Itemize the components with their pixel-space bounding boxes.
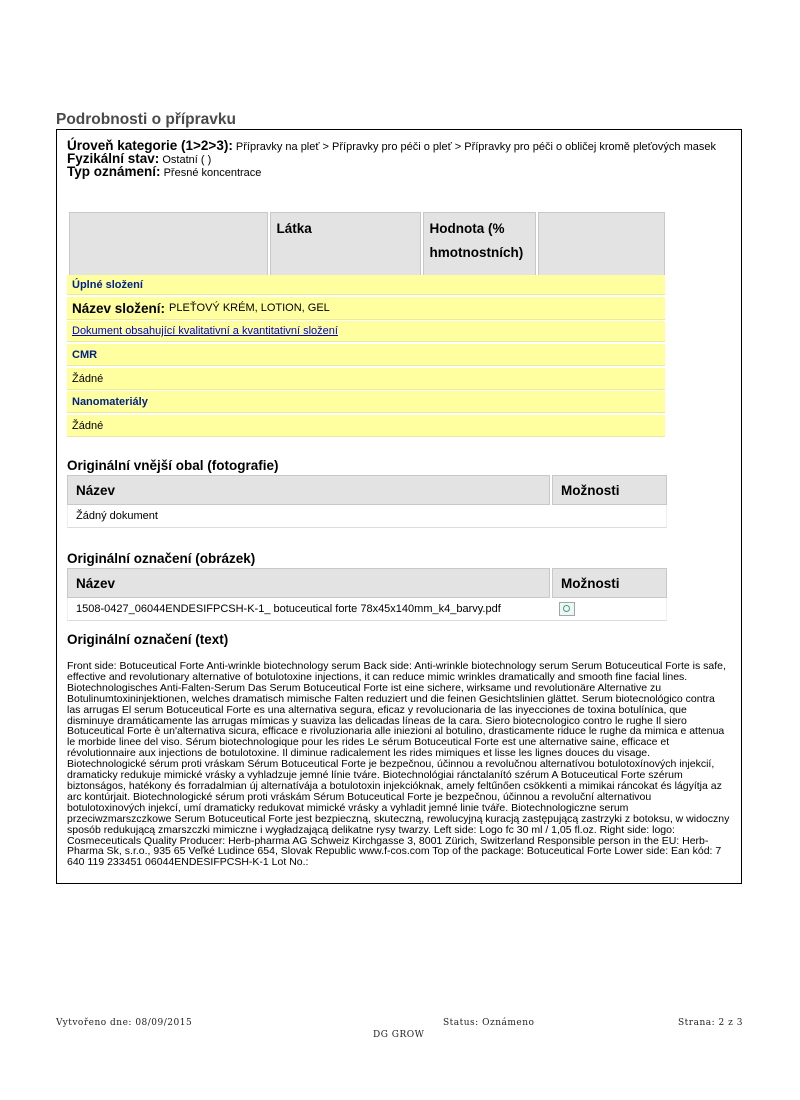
value-header-line1: Hodnota (% xyxy=(429,221,505,236)
footer-org: DG GROW xyxy=(373,1030,425,1040)
notification-type-label: Typ oznámení: xyxy=(67,164,161,179)
category-value: Přípravky na pleť > Přípravky pro péči o pleť > Přípravky pro péči o obličej kromě pleťových masek xyxy=(235,141,716,153)
nanomaterials-value: Žádné xyxy=(67,415,665,437)
labeling-col-options: Možnosti xyxy=(552,568,667,598)
cmr-header: CMR xyxy=(67,344,665,366)
substance-col-blank xyxy=(69,212,268,276)
packaging-col-name: Název xyxy=(67,475,550,505)
labeling-view-cell xyxy=(551,598,666,620)
nanomaterials-header: Nanomateriály xyxy=(67,391,665,413)
composition-name-label: Název složení: xyxy=(72,300,166,316)
table-row xyxy=(67,505,667,528)
footer-created: Vytvořeno dne: 08/09/2015 xyxy=(56,1018,193,1028)
footer-status: Status: Oznámeno xyxy=(443,1018,535,1028)
physical-state-line xyxy=(67,153,727,166)
category-line xyxy=(67,140,727,153)
product-details-panel xyxy=(56,129,742,884)
substance-col-value xyxy=(423,212,537,276)
category-label: Úroveň kategorie (1>2>3): xyxy=(67,138,233,153)
composition-document-row xyxy=(67,321,665,342)
packaging-empty-row: Žádný dokument xyxy=(76,510,158,522)
packaging-table-header xyxy=(67,475,667,505)
physical-state-value: Ostatní ( ) xyxy=(162,154,212,166)
substance-table xyxy=(67,210,667,278)
labeling-text-body: Front side: Botuceutical Forte Anti-wrinkle biotechnology serum Back side: Anti-wrinkle biotechnology serum Serum Botuceutical Forte is safe, effective and revolutionary alternative of botulotoxine injections, it can reduce mimic wrinkles dramatically and smooth fine facial lines. Biotechnologisches Anti-Falten-Serum Das Serum Botuceutical Forte ist eine sichere, wirksame und revolutionäre Alternative zu Botulinumtoxininjektionen, welches dramatisch mimische Falten reduziert und die feinen Gesichtslinien glättet. Serum biotecnológico contra las arrugas El serum Botuceutical Forte es una alternativa segura, eficaz y revolucionaria de las inyecciones de toxina botulínica, que disminuye dramáticamente las arrugas mímicas y suaviza las delicadas líneas de la cara. Siero biotecnologico contro le rughe Il siero Botuceutical Forte è un'alternativa sicura, efficace e rivoluzionaria alle iniezioni al botulino, drasticamente riduce le rughe da mimica e attenua le morbide linee del viso. Sérum biotechnologique pour les rides Le sérum Botuceutical Forte est une alternative saine, efficace et révolutionnaire aux injections de botulotoxine. Il diminue radicalement les rides mimiques et lisse les lignes douces du visage. Biotechnologické sérum proti vráskam Sérum Botuceutical Forte je bezpečnou, účinnou a revolučnou alternatívou botulotoxínových injekcií, dramaticky redukuje mimické vrásky a vyhladzuje jemné línie tváre. Biotechnológiai ránctalanító szérum A Botuceutical Forte szérum biztonságos, hatékony és forradalmian új alternatívája a botulotoxin injekcióknak, amely feltűnően csökkenti a mimikai ráncokat és lágyítja az arc kontúrjait. Biotechnologické sérum proti vráskám Sérum Botuceutical Forte je bezpečnou, účinnou a revoluční alternativou botulotoxinových injekcí, umí dramaticky redukovat mimické vrásky a vyhladit jemné linie tváře. Biotechnologiczne serum przeciwzmarszczkowe Serum Botuceutical Forte jest bezpieczną, skuteczną, rewolucyjną kuracją zastępującą zastrzyki z botoksu, w widoczny sposób redukującą zmarszczki mimiczne i wygładzającą delikatne rysy twarzy. Left side: Logo fc 30 ml / 1,05 fl.oz. Right side: logo: Cosmeceuticals Quality Producer: Herb-pharma AG Schweiz Kirchgasse 3, 8001 Zürich, Switzerland Responsible person in the EU: Herb-Pharma Sk, s.r.o., 935 65 Veľké Ludince 654, Slovak Republic www.f-cos.com Top of the package: Botuceutical Forte Lower side: Ean kód: 7 640 119 233451 06044ENDESIFPCSH-K-1 Lot No.: xyxy=(67,660,730,869)
notification-type-value: Přesné koncentrace xyxy=(163,167,262,179)
labeling-col-name: Název xyxy=(67,568,550,598)
packaging-table xyxy=(67,475,667,528)
labeling-image-title: Originální označení (obrázek) xyxy=(67,551,256,566)
composition-name-value: PLEŤOVÝ KRÉM, LOTION, GEL xyxy=(169,302,330,314)
substance-col-name: Látka xyxy=(270,212,421,276)
labeling-text-title: Originální označení (text) xyxy=(67,632,229,647)
packaging-title: Originální vnější obal (fotografie) xyxy=(67,458,279,473)
section-title: Podrobnosti o přípravku xyxy=(56,111,236,128)
packaging-col-options: Možnosti xyxy=(552,475,667,505)
table-row xyxy=(67,598,667,621)
substance-col-extra xyxy=(538,212,665,276)
footer-page: Strana: 2 z 3 xyxy=(678,1018,743,1028)
physical-state-label: Fyzikální stav: xyxy=(67,151,160,166)
cmr-value: Žádné xyxy=(67,368,665,390)
labeling-image-table xyxy=(67,568,667,621)
full-composition-header: Úplné složení xyxy=(67,275,665,295)
labeling-file-name: 1508-0427_06044ENDESIFPCSH-K-1_ botuceutical forte 78x45x140mm_k4_barvy.pdf xyxy=(76,603,501,615)
composition-document-link[interactable]: Dokument obsahující kvalitativní a kvantitativní složení xyxy=(72,325,338,337)
composition-name-row xyxy=(67,297,665,320)
value-header-line2: hmotnostních) xyxy=(429,245,524,260)
notification-type-line xyxy=(67,166,727,179)
magnifier-icon[interactable] xyxy=(559,602,575,616)
product-meta xyxy=(67,140,727,179)
labeling-image-table-header xyxy=(67,568,667,598)
